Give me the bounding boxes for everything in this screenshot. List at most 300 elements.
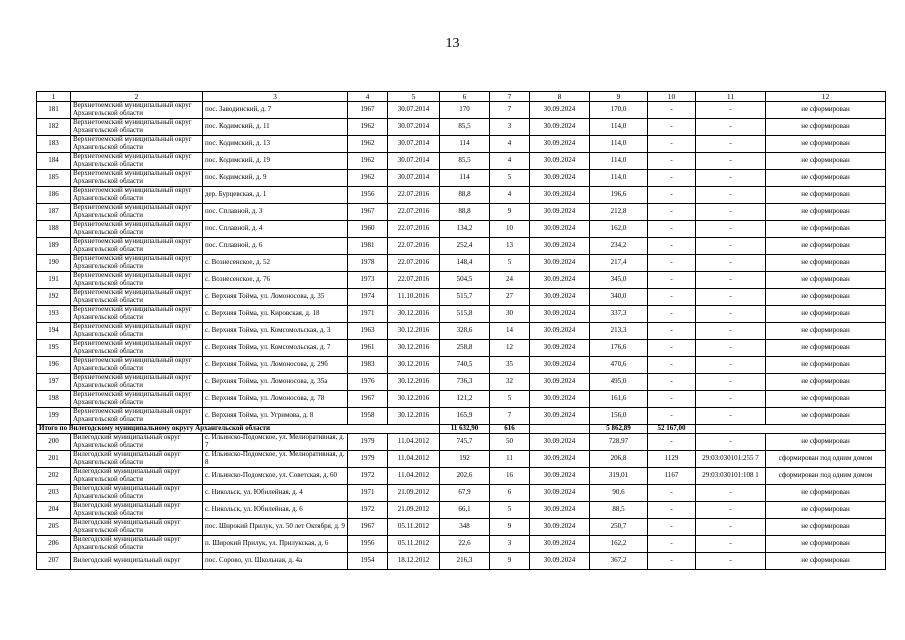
date-recognized-cell: 30.12.2016	[388, 391, 440, 408]
row-number-cell: 205	[37, 519, 71, 536]
table-row	[37, 340, 886, 357]
residents-count-cell: 4	[490, 136, 530, 153]
living-area-cell: 250,7	[590, 519, 648, 536]
cadastral-number-cell: -	[696, 536, 766, 553]
land-area-cell: -	[648, 187, 696, 204]
year-built-cell: 1961	[348, 340, 388, 357]
year-built-cell: 1960	[348, 221, 388, 238]
resettlement-date-cell: 30.09.2024	[530, 536, 590, 553]
residents-count-cell: 30	[490, 306, 530, 323]
land-area-cell: 1129	[648, 451, 696, 468]
municipality-cell: Верхнетоемский муниципальный округ Архангельской области	[71, 170, 203, 187]
resettlement-date-cell: 30.09.2024	[530, 553, 590, 570]
municipality-cell: Верхнетоемский муниципальный округ Архангельской области	[71, 102, 203, 119]
address-cell: с. Ильинско-Подомское, ул. Советская, д. 60	[203, 468, 348, 485]
land-area-cell: -	[648, 153, 696, 170]
total-area-cell: 88,8	[440, 204, 490, 221]
total-row	[37, 425, 886, 434]
cadastral-number-cell: -	[696, 238, 766, 255]
land-status-cell: не сформирован	[766, 374, 886, 391]
date-recognized-cell: 30.07.2014	[388, 119, 440, 136]
table-row	[37, 408, 886, 425]
total-empty	[696, 425, 886, 434]
address-cell: с. Ильинско-Подомское, ул. Мелиоративная, д. 8	[203, 451, 348, 468]
cadastral-number-cell: -	[696, 119, 766, 136]
living-area-cell: 90,6	[590, 485, 648, 502]
table-row	[37, 119, 886, 136]
date-recognized-cell: 21.09.2012	[388, 502, 440, 519]
living-area-cell: 114,0	[590, 136, 648, 153]
residents-count-cell: 14	[490, 323, 530, 340]
cadastral-number-cell: -	[696, 553, 766, 570]
municipality-cell: Верхнетоемский муниципальный округ Архангельской области	[71, 238, 203, 255]
cadastral-number-cell: -	[696, 153, 766, 170]
row-number-cell: 196	[37, 357, 71, 374]
column-number: 6	[440, 92, 490, 102]
residents-count-cell: 13	[490, 238, 530, 255]
total-area-cell: 121,2	[440, 391, 490, 408]
year-built-cell: 1979	[348, 451, 388, 468]
year-built-cell: 1974	[348, 289, 388, 306]
total-area-cell: 258,8	[440, 340, 490, 357]
residents-count-cell: 9	[490, 553, 530, 570]
municipality-cell: Вилегодский муниципальный округ Архангельской области	[71, 519, 203, 536]
municipality-cell: Верхнетоемский муниципальный округ Архангельской области	[71, 374, 203, 391]
address-cell: с. Верхняя Тойма, ул. Кировская, д. 18	[203, 306, 348, 323]
year-built-cell: 1971	[348, 306, 388, 323]
municipality-cell: Верхнетоемский муниципальный округ Архангельской области	[71, 153, 203, 170]
row-number-cell: 200	[37, 434, 71, 451]
cadastral-number-cell: -	[696, 519, 766, 536]
cadastral-number-cell: -	[696, 187, 766, 204]
cadastral-number-cell: -	[696, 306, 766, 323]
living-area-cell: 213,3	[590, 323, 648, 340]
land-area-cell: -	[648, 434, 696, 451]
date-recognized-cell: 11.10.2016	[388, 289, 440, 306]
land-status-cell: не сформирован	[766, 289, 886, 306]
address-cell: пос. Кодимский, д. 11	[203, 119, 348, 136]
table-row	[37, 357, 886, 374]
residents-count-cell: 50	[490, 434, 530, 451]
land-status-cell: не сформирован	[766, 238, 886, 255]
address-cell: с. Верхняя Тойма, ул. Ломоносова, д. 35а	[203, 374, 348, 391]
table-row	[37, 468, 886, 485]
resettlement-date-cell: 30.09.2024	[530, 502, 590, 519]
residents-count-cell: 9	[490, 204, 530, 221]
living-area-cell: 345,0	[590, 272, 648, 289]
cadastral-number-cell: -	[696, 272, 766, 289]
table-row	[37, 374, 886, 391]
land-area-cell: -	[648, 289, 696, 306]
address-cell: пос. Сплавной, д. 4	[203, 221, 348, 238]
date-recognized-cell: 05.11.2012	[388, 536, 440, 553]
land-area-cell: -	[648, 553, 696, 570]
total-area-cell: 348	[440, 519, 490, 536]
row-number-cell: 202	[37, 468, 71, 485]
date-recognized-cell: 30.07.2014	[388, 153, 440, 170]
residents-count-cell: 9	[490, 519, 530, 536]
resettlement-date-cell: 30.09.2024	[530, 485, 590, 502]
land-status-cell: не сформирован	[766, 102, 886, 119]
land-area-cell: 1167	[648, 468, 696, 485]
land-area-cell: -	[648, 136, 696, 153]
municipality-cell: Верхнетоемский муниципальный округ Архангельской области	[71, 340, 203, 357]
date-recognized-cell: 30.12.2016	[388, 340, 440, 357]
land-area-cell: -	[648, 238, 696, 255]
row-number-cell: 186	[37, 187, 71, 204]
land-area-cell: -	[648, 119, 696, 136]
date-recognized-cell: 22.07.2016	[388, 272, 440, 289]
resettlement-date-cell: 30.09.2024	[530, 451, 590, 468]
resettlement-date-cell: 30.09.2024	[530, 119, 590, 136]
row-number-cell: 201	[37, 451, 71, 468]
resettlement-date-cell: 30.09.2024	[530, 238, 590, 255]
row-number-cell: 191	[37, 272, 71, 289]
total-area-cell: 328,6	[440, 323, 490, 340]
residents-count-cell: 27	[490, 289, 530, 306]
year-built-cell: 1971	[348, 485, 388, 502]
table-row	[37, 553, 886, 570]
year-built-cell: 1983	[348, 357, 388, 374]
municipality-cell: Верхнетоемский муниципальный округ Архангельской области	[71, 136, 203, 153]
column-number: 8	[530, 92, 590, 102]
municipality-cell: Вилегодский муниципальный округ Архангельской области	[71, 468, 203, 485]
residents-count-cell: 24	[490, 272, 530, 289]
living-area-cell: 156,0	[590, 408, 648, 425]
land-status-cell: не сформирован	[766, 272, 886, 289]
total-area-cell: 170	[440, 102, 490, 119]
address-cell: пос. Сплавной, д. 6	[203, 238, 348, 255]
column-number: 12	[766, 92, 886, 102]
cadastral-number-cell: -	[696, 221, 766, 238]
land-status-cell: не сформирован	[766, 485, 886, 502]
resettlement-date-cell: 30.09.2024	[530, 391, 590, 408]
living-area-cell: 470,6	[590, 357, 648, 374]
residents-count-cell: 16	[490, 468, 530, 485]
resettlement-date-cell: 30.09.2024	[530, 170, 590, 187]
total-area-cell: 22,6	[440, 536, 490, 553]
living-area-cell: 495,0	[590, 374, 648, 391]
address-cell: с. Вознесенское, д. 76	[203, 272, 348, 289]
total-area-cell: 85,5	[440, 119, 490, 136]
year-built-cell: 1962	[348, 153, 388, 170]
total-area-cell: 85,5	[440, 153, 490, 170]
residents-count-cell: 6	[490, 485, 530, 502]
municipality-cell: Вилегодский муниципальный округ Архангельской области	[71, 485, 203, 502]
address-cell: с. Никольск, ул. Юбилейная, д. 4	[203, 485, 348, 502]
land-area-cell: -	[648, 340, 696, 357]
date-recognized-cell: 11.04.2012	[388, 451, 440, 468]
row-number-cell: 182	[37, 119, 71, 136]
address-cell: пос. Кодимский, д. 13	[203, 136, 348, 153]
cadastral-number-cell: -	[696, 136, 766, 153]
total-area-cell: 114	[440, 170, 490, 187]
cadastral-number-cell: -	[696, 255, 766, 272]
date-recognized-cell: 22.07.2016	[388, 187, 440, 204]
residents-count-cell: 7	[490, 102, 530, 119]
row-number-cell: 190	[37, 255, 71, 272]
cadastral-number-cell: -	[696, 408, 766, 425]
municipality-cell: Верхнетоемский муниципальный округ Архангельской области	[71, 306, 203, 323]
column-number: 7	[490, 92, 530, 102]
living-area-cell: 234,2	[590, 238, 648, 255]
municipality-cell: Вилегодский муниципальный округ Архангельской области	[71, 536, 203, 553]
living-area-cell: 728,97	[590, 434, 648, 451]
municipality-cell: Верхнетоемский муниципальный округ Архангельской области	[71, 289, 203, 306]
municipality-cell: Вилегодский муниципальный округ Архангельской области	[71, 434, 203, 451]
table-row	[37, 451, 886, 468]
table-row	[37, 434, 886, 451]
table-row	[37, 102, 886, 119]
cadastral-number-cell: -	[696, 502, 766, 519]
living-area-cell: 162,0	[590, 221, 648, 238]
land-status-cell: сформирован под одним домом	[766, 451, 886, 468]
year-built-cell: 1967	[348, 102, 388, 119]
total-area-cell: 165,9	[440, 408, 490, 425]
land-area-cell: -	[648, 391, 696, 408]
land-area-cell: -	[648, 204, 696, 221]
address-cell: с. Верхняя Тойма, ул. Ломоносова, д. 78	[203, 391, 348, 408]
row-number-cell: 183	[37, 136, 71, 153]
table-row	[37, 221, 886, 238]
resettlement-date-cell: 30.09.2024	[530, 204, 590, 221]
year-built-cell: 1963	[348, 323, 388, 340]
date-recognized-cell: 22.07.2016	[388, 255, 440, 272]
date-recognized-cell: 30.07.2014	[388, 170, 440, 187]
land-status-cell: не сформирован	[766, 119, 886, 136]
resettlement-date-cell: 30.09.2024	[530, 408, 590, 425]
address-cell: пос. Заводинский, д. 7	[203, 102, 348, 119]
municipality-cell: Верхнетоемский муниципальный округ Архангельской области	[71, 255, 203, 272]
living-area-cell: 337,3	[590, 306, 648, 323]
land-area-cell: -	[648, 408, 696, 425]
row-number-cell: 188	[37, 221, 71, 238]
total-area-cell: 88,8	[440, 187, 490, 204]
resettlement-date-cell: 30.09.2024	[530, 255, 590, 272]
land-status-cell: не сформирован	[766, 553, 886, 570]
table-row	[37, 485, 886, 502]
land-area-cell: -	[648, 536, 696, 553]
table-row	[37, 170, 886, 187]
municipality-cell: Верхнетоемский муниципальный округ Архангельской области	[71, 357, 203, 374]
living-area-cell: 114,0	[590, 119, 648, 136]
total-label: Итого по Вилегодскому муниципальному округу Архангельской области	[37, 425, 440, 434]
row-number-cell: 181	[37, 102, 71, 119]
housing-register-table	[36, 91, 886, 570]
land-status-cell: не сформирован	[766, 502, 886, 519]
total-area-cell: 216,3	[440, 553, 490, 570]
land-area-cell: -	[648, 357, 696, 374]
address-cell: с. Верхняя Тойма, ул. Ломоносова, д. 35	[203, 289, 348, 306]
table-row	[37, 272, 886, 289]
land-status-cell: не сформирован	[766, 357, 886, 374]
table-row	[37, 289, 886, 306]
page-number: 13	[445, 36, 460, 51]
table-row	[37, 238, 886, 255]
total-living-area: 5 862,89	[590, 425, 648, 434]
residents-count-cell: 5	[490, 502, 530, 519]
table-row	[37, 536, 886, 553]
resettlement-date-cell: 30.09.2024	[530, 102, 590, 119]
year-built-cell: 1981	[348, 238, 388, 255]
total-area-cell: 515,8	[440, 306, 490, 323]
year-built-cell: 1958	[348, 408, 388, 425]
residents-count-cell: 10	[490, 221, 530, 238]
year-built-cell: 1973	[348, 272, 388, 289]
address-cell: с. Ильинско-Подомское, ул. Мелиоративная, д. 7	[203, 434, 348, 451]
living-area-cell: 212,8	[590, 204, 648, 221]
land-status-cell: не сформирован	[766, 136, 886, 153]
land-area-cell: -	[648, 221, 696, 238]
land-status-cell: не сформирован	[766, 306, 886, 323]
date-recognized-cell: 30.12.2016	[388, 374, 440, 391]
table-row	[37, 306, 886, 323]
cadastral-number-cell: -	[696, 374, 766, 391]
date-recognized-cell: 18.12.2012	[388, 553, 440, 570]
address-cell: пос. Кодимский, д. 9	[203, 170, 348, 187]
total-area-cell: 504,5	[440, 272, 490, 289]
row-number-cell: 184	[37, 153, 71, 170]
land-area-cell: -	[648, 323, 696, 340]
address-cell: с. Никольск, ул. Юбилейная, д. 6	[203, 502, 348, 519]
date-recognized-cell: 11.04.2012	[388, 468, 440, 485]
land-status-cell: не сформирован	[766, 519, 886, 536]
total-area-cell: 745,7	[440, 434, 490, 451]
address-cell: пос. Широкий Прилук, ул. 50 лет Октября, д. 9	[203, 519, 348, 536]
address-cell: п. Широкий Прилук, ул. Прилукская, д. 6	[203, 536, 348, 553]
land-status-cell: не сформирован	[766, 434, 886, 451]
total-area-cell: 134,2	[440, 221, 490, 238]
land-status-cell: не сформирован	[766, 170, 886, 187]
residents-count-cell: 4	[490, 187, 530, 204]
date-recognized-cell: 30.12.2016	[388, 306, 440, 323]
total-area-cell: 67,9	[440, 485, 490, 502]
municipality-cell: Верхнетоемский муниципальный округ Архангельской области	[71, 187, 203, 204]
resettlement-date-cell: 30.09.2024	[530, 289, 590, 306]
date-recognized-cell: 21.09.2012	[388, 485, 440, 502]
total-area-cell: 66,1	[440, 502, 490, 519]
date-recognized-cell: 30.07.2014	[388, 136, 440, 153]
land-area-cell: -	[648, 170, 696, 187]
residents-count-cell: 3	[490, 119, 530, 136]
year-built-cell: 1979	[348, 434, 388, 451]
date-recognized-cell: 22.07.2016	[388, 204, 440, 221]
year-built-cell: 1976	[348, 374, 388, 391]
living-area-cell: 114,0	[590, 170, 648, 187]
year-built-cell: 1956	[348, 187, 388, 204]
row-number-cell: 199	[37, 408, 71, 425]
resettlement-date-cell: 30.09.2024	[530, 306, 590, 323]
year-built-cell: 1967	[348, 519, 388, 536]
resettlement-date-cell: 30.09.2024	[530, 519, 590, 536]
total-sum: 52 167,00	[648, 425, 696, 434]
resettlement-date-cell: 30.09.2024	[530, 468, 590, 485]
land-area-cell: -	[648, 519, 696, 536]
municipality-cell: Вилегодский муниципальный округ Архангельской области	[71, 451, 203, 468]
residents-count-cell: 32	[490, 374, 530, 391]
column-number: 5	[388, 92, 440, 102]
land-status-cell: не сформирован	[766, 323, 886, 340]
row-number-cell: 195	[37, 340, 71, 357]
residents-count-cell: 5	[490, 255, 530, 272]
cadastral-number-cell: -	[696, 323, 766, 340]
resettlement-date-cell: 30.09.2024	[530, 187, 590, 204]
living-area-cell: 170,0	[590, 102, 648, 119]
resettlement-date-cell: 30.09.2024	[530, 221, 590, 238]
address-cell: дер. Бурцевская, д. 1	[203, 187, 348, 204]
living-area-cell: 114,0	[590, 153, 648, 170]
row-number-cell: 185	[37, 170, 71, 187]
resettlement-date-cell: 30.09.2024	[530, 374, 590, 391]
land-area-cell: -	[648, 255, 696, 272]
year-built-cell: 1956	[348, 536, 388, 553]
address-cell: с. Верхняя Тойма, ул. Комсомольская, д. 7	[203, 340, 348, 357]
land-status-cell: сформирован под одним домом	[766, 468, 886, 485]
residents-count-cell: 5	[490, 170, 530, 187]
living-area-cell: 206,8	[590, 451, 648, 468]
living-area-cell: 367,2	[590, 553, 648, 570]
living-area-cell: 340,0	[590, 289, 648, 306]
column-number: 3	[203, 92, 348, 102]
cadastral-number-cell: -	[696, 102, 766, 119]
total-area-cell: 148,4	[440, 255, 490, 272]
land-status-cell: не сформирован	[766, 153, 886, 170]
total-area: 11 632,90	[440, 425, 490, 434]
date-recognized-cell: 30.12.2016	[388, 357, 440, 374]
land-status-cell: не сформирован	[766, 255, 886, 272]
total-area-cell: 736,3	[440, 374, 490, 391]
municipality-cell: Верхнетоемский муниципальный округ Архангельской области	[71, 272, 203, 289]
total-area-cell: 114	[440, 136, 490, 153]
column-number-row	[37, 92, 886, 102]
table-row	[37, 204, 886, 221]
cadastral-number-cell: 29:03:030101:108 1	[696, 468, 766, 485]
resettlement-date-cell: 30.09.2024	[530, 357, 590, 374]
municipality-cell: Верхнетоемский муниципальный округ Архангельской области	[71, 408, 203, 425]
row-number-cell: 194	[37, 323, 71, 340]
resettlement-date-cell: 30.09.2024	[530, 323, 590, 340]
total-residents: 616	[490, 425, 530, 434]
land-area-cell: -	[648, 374, 696, 391]
date-recognized-cell: 22.07.2016	[388, 238, 440, 255]
resettlement-date-cell: 30.09.2024	[530, 153, 590, 170]
total-area-cell: 740,5	[440, 357, 490, 374]
living-area-cell: 161,6	[590, 391, 648, 408]
land-status-cell: не сформирован	[766, 408, 886, 425]
date-recognized-cell: 22.07.2016	[388, 221, 440, 238]
address-cell: с. Верхняя Тойма, ул. Ломоносова, д. 29б	[203, 357, 348, 374]
resettlement-date-cell: 30.09.2024	[530, 434, 590, 451]
year-built-cell: 1967	[348, 391, 388, 408]
living-area-cell: 319,01	[590, 468, 648, 485]
living-area-cell: 217,4	[590, 255, 648, 272]
residents-count-cell: 11	[490, 451, 530, 468]
row-number-cell: 198	[37, 391, 71, 408]
resettlement-date-cell: 30.09.2024	[530, 136, 590, 153]
residents-count-cell: 3	[490, 536, 530, 553]
cadastral-number-cell: -	[696, 204, 766, 221]
table-row	[37, 136, 886, 153]
resettlement-date-cell: 30.09.2024	[530, 272, 590, 289]
date-recognized-cell: 30.12.2016	[388, 408, 440, 425]
living-area-cell: 196,6	[590, 187, 648, 204]
land-area-cell: -	[648, 272, 696, 289]
year-built-cell: 1972	[348, 468, 388, 485]
municipality-cell: Верхнетоемский муниципальный округ Архангельской области	[71, 323, 203, 340]
cadastral-number-cell: -	[696, 357, 766, 374]
municipality-cell: Вилегодский муниципальный округ Архангельской области	[71, 502, 203, 519]
column-number: 11	[696, 92, 766, 102]
